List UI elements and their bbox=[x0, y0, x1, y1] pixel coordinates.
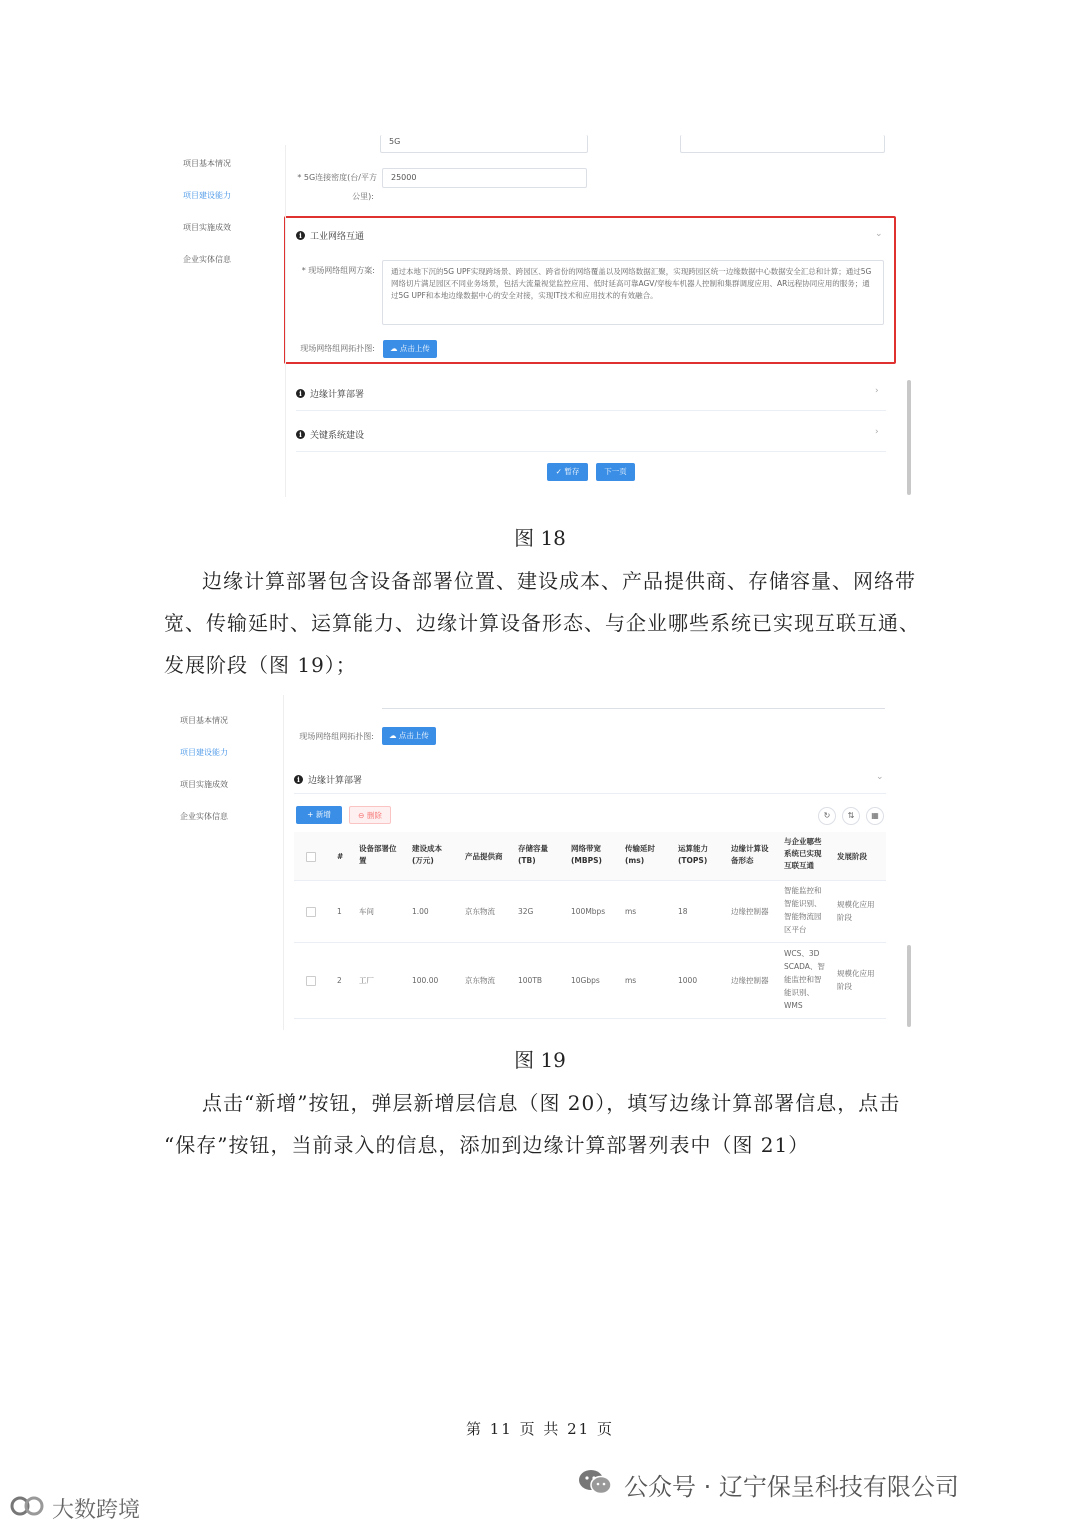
header-device-form: 边缘计算设备形态 bbox=[731, 844, 769, 865]
watermark-account: 公众号 · 辽宁保呈科技有限公司 bbox=[624, 1473, 959, 1501]
page-footer: 第 11 页 共 21 页 bbox=[465, 1420, 614, 1438]
cell-systems: WCS、3D SCADA、智能监控和智能识别、WMS bbox=[784, 949, 825, 1010]
caption-figure-18: 图 18 bbox=[514, 526, 566, 550]
nav-item-capability[interactable]: 项目建设能力 bbox=[180, 748, 228, 757]
scrollbar[interactable] bbox=[907, 945, 911, 1027]
cell-index: 1 bbox=[337, 907, 342, 916]
chevron-down-icon[interactable]: ⌄ bbox=[875, 229, 883, 239]
row-checkbox[interactable] bbox=[306, 976, 316, 986]
cell-location: 工厂 bbox=[359, 976, 374, 985]
nav-item-results[interactable]: 项目实施成效 bbox=[183, 223, 231, 232]
info-icon: i bbox=[296, 231, 305, 240]
info-icon: i bbox=[296, 389, 305, 398]
topology-label: 现场网络组网拓扑图: bbox=[300, 344, 375, 353]
brand-logo-icon bbox=[10, 1494, 50, 1518]
header-provider: 产品提供商 bbox=[465, 852, 503, 861]
cell-systems: 智能监控和智能识别、智能物流园区平台 bbox=[784, 886, 822, 934]
chevron-down-icon[interactable]: ⌄ bbox=[876, 772, 884, 782]
sort-icon[interactable]: ⇅ bbox=[842, 807, 860, 825]
delete-button[interactable]: ⊖ 删除 bbox=[349, 806, 391, 824]
next-page-button[interactable]: 下一页 bbox=[596, 463, 635, 481]
clipped-input[interactable]: 5G bbox=[380, 135, 588, 153]
header-latency: 传输延时(ms) bbox=[625, 844, 655, 865]
header-compute: 运算能力(TOPS) bbox=[678, 844, 708, 865]
figure-19-screenshot bbox=[170, 695, 915, 1030]
info-icon: i bbox=[296, 430, 305, 439]
key-section-title: 关键系统建设 bbox=[310, 431, 365, 441]
select-all-checkbox[interactable] bbox=[306, 852, 316, 862]
save-draft-button[interactable]: ✓ 暂存 bbox=[547, 463, 588, 481]
cell-device-form: 边缘控制器 bbox=[731, 907, 769, 916]
left-border bbox=[283, 695, 284, 1030]
divider bbox=[296, 410, 886, 411]
cell-storage: 32G bbox=[518, 907, 534, 916]
topology-label: 现场网络组网拓扑图: bbox=[299, 732, 374, 741]
density-label: * 5G连接密度(台/平方 bbox=[297, 173, 377, 182]
key-section-header[interactable] bbox=[296, 428, 364, 441]
figure-18-screenshot bbox=[170, 135, 915, 497]
cell-bandwidth: 100Mbps bbox=[571, 907, 606, 916]
paragraph-1-line-2: 宽、传输延时、运算能力、边缘计算设备形态、与企业哪些系统已实现互联互通、 bbox=[164, 611, 920, 635]
header-cost: 建设成本(万元) bbox=[412, 844, 442, 865]
cell-compute: 1000 bbox=[678, 976, 698, 985]
header-systems: 与企业哪些系统已实现互联互通 bbox=[784, 837, 822, 870]
refresh-icon[interactable]: ↻ bbox=[818, 807, 836, 825]
network-section-header[interactable] bbox=[296, 229, 364, 242]
clipped-input-right[interactable] bbox=[680, 135, 885, 153]
upload-button[interactable]: ☁ 点击上传 bbox=[382, 727, 436, 745]
caption-figure-19: 图 19 bbox=[514, 1048, 566, 1072]
edge-section-header[interactable] bbox=[296, 387, 364, 400]
scheme-label: * 现场网络组网方案: bbox=[301, 266, 375, 275]
info-icon: i bbox=[294, 775, 303, 784]
cell-stage: 规模化应用阶段 bbox=[837, 900, 875, 922]
edge-section-title: 边缘计算部署 bbox=[308, 776, 363, 786]
cell-location: 车间 bbox=[359, 907, 374, 916]
cell-cost: 1.00 bbox=[412, 907, 429, 916]
cell-provider: 京东物流 bbox=[465, 907, 495, 916]
cell-cost: 100.00 bbox=[412, 976, 439, 985]
columns-icon[interactable]: ▦ bbox=[866, 807, 884, 825]
paragraph-2-line-2: “保存”按钮，当前录入的信息，添加到边缘计算部署列表中（图 21） bbox=[164, 1133, 810, 1157]
left-border bbox=[285, 145, 286, 497]
scrollbar[interactable] bbox=[907, 380, 911, 495]
add-button[interactable]: + 新增 bbox=[296, 806, 342, 824]
scheme-textarea[interactable]: 通过本地下沉的5G UPF实现跨场景、跨园区、跨省份的网络覆盖以及网络数据汇聚，实现跨园区统一边缘数据中心数据安全汇总和计算；通过5G网络切片满足园区不同业务场景，包括大流量视觉监控应用、低时延高可靠AGV/穿梭车机器人控制和集群调度应用、AR远程协同应用的服务；通过5G UPF和本地边缘数据中心的安全对接，实现IT技术和应用技术的有效融合。 bbox=[382, 260, 884, 325]
edge-section-header[interactable] bbox=[294, 773, 362, 786]
nav-item-results[interactable]: 项目实施成效 bbox=[180, 780, 228, 789]
cell-bandwidth: 10Gbps bbox=[571, 976, 600, 985]
textarea-bottom-edge bbox=[382, 708, 885, 709]
header-stage: 发展阶段 bbox=[837, 852, 867, 861]
cell-compute: 18 bbox=[678, 907, 688, 916]
wechat-icon bbox=[578, 1468, 612, 1496]
divider bbox=[296, 451, 886, 452]
cell-latency: ms bbox=[625, 976, 637, 985]
nav-item-entity[interactable]: 企业实体信息 bbox=[180, 812, 228, 821]
cell-index: 2 bbox=[337, 976, 342, 985]
chevron-right-icon[interactable]: › bbox=[875, 386, 879, 396]
nav-item-entity[interactable]: 企业实体信息 bbox=[183, 255, 231, 264]
density-input[interactable]: 25000 bbox=[382, 168, 587, 188]
chevron-right-icon[interactable]: › bbox=[875, 427, 879, 437]
watermark-brand: 大数跨境 bbox=[52, 1498, 141, 1523]
row-checkbox[interactable] bbox=[306, 907, 316, 917]
density-label-cont: 公里): bbox=[352, 192, 374, 201]
header-index: # bbox=[337, 852, 344, 861]
paragraph-2-line-1: 点击“新增”按钮，弹层新增层信息（图 20），填写边缘计算部署信息，点击 bbox=[202, 1091, 901, 1115]
cell-storage: 100TB bbox=[518, 976, 543, 985]
header-storage: 存储容量(TB) bbox=[518, 844, 548, 865]
edge-section-title: 边缘计算部署 bbox=[310, 390, 365, 400]
nav-item-capability[interactable]: 项目建设能力 bbox=[183, 191, 231, 200]
nav-item-basic[interactable]: 项目基本情况 bbox=[183, 159, 231, 168]
cell-stage: 规模化应用阶段 bbox=[837, 969, 875, 991]
cell-device-form: 边缘控制器 bbox=[731, 976, 769, 985]
upload-button[interactable]: ☁ 点击上传 bbox=[383, 340, 437, 358]
cell-provider: 京东物流 bbox=[465, 976, 495, 985]
nav-item-basic[interactable]: 项目基本情况 bbox=[180, 716, 228, 725]
header-location: 设备部署位置 bbox=[359, 844, 397, 865]
header-bandwidth: 网络带宽(MBPS) bbox=[571, 844, 602, 865]
network-section-title: 工业网络互通 bbox=[310, 232, 365, 242]
paragraph-1-line-1: 边缘计算部署包含设备部署位置、建设成本、产品提供商、存储容量、网络带 bbox=[202, 569, 916, 593]
divider bbox=[294, 793, 886, 794]
cell-latency: ms bbox=[625, 907, 637, 916]
paragraph-1-line-3: 发展阶段（图 19）； bbox=[164, 653, 357, 677]
